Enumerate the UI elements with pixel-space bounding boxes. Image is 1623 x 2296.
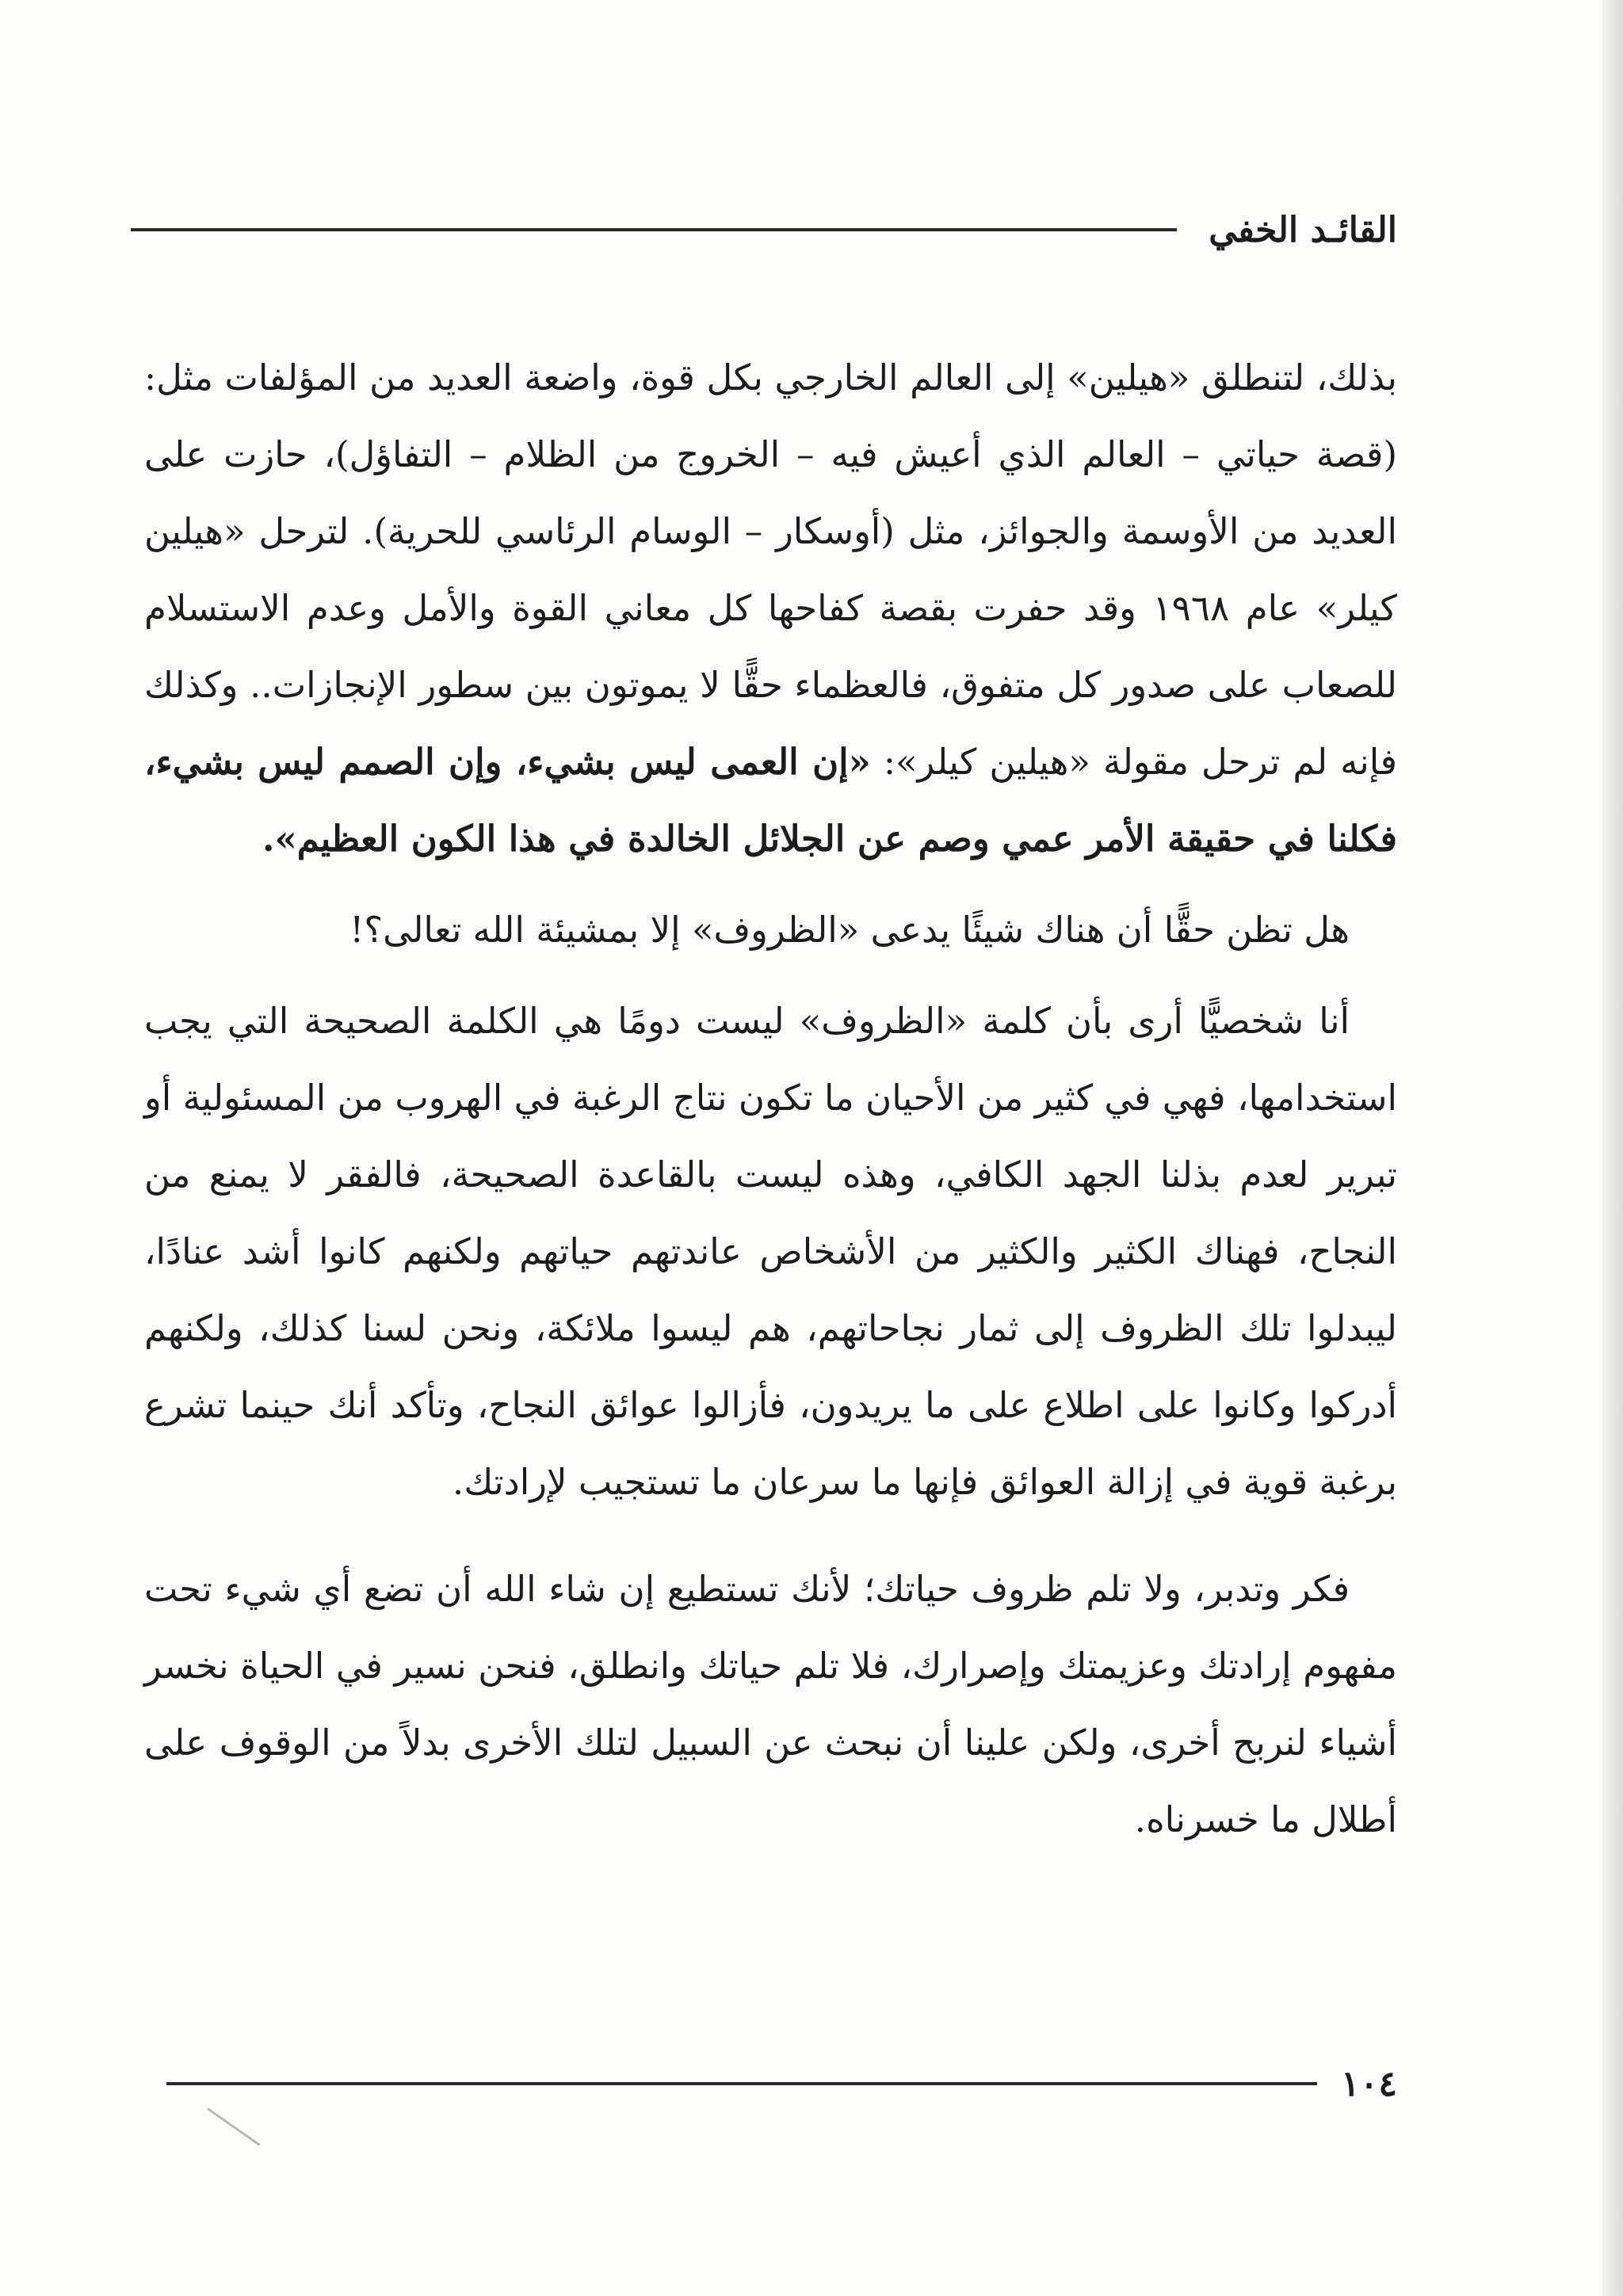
page-number: ١٠٤ — [1341, 2063, 1397, 2104]
paragraph-2: هل تظن حقًّا أن هناك شيئًا يدعى «الظروف» إلا بمشيئة الله تعالى؟! — [349, 909, 1350, 951]
paragraph-1 — [144, 339, 1397, 877]
page-header — [131, 202, 1397, 257]
paragraph-3: أنا شخصيًّا أرى بأن كلمة «الظروف» ليست دومًا هي الكلمة الصحيحة التي يجب استخدامها، فهي في كثير من الأحيان ما تكون نتاج الرغبة في الهروب من المسئولية أو تبرير لعدم بذلنا الجهد الكافي، وهذه ليست بالقاعدة الصحيحة، فالفقر لا يمنع من النجاح، فهناك الكثير والكثير من الأشخاص عاندتهم حياتهم ولكنهم كانوا أشد عنادًا، ليبدلوا تلك الظروف إلى ثمار نجاحاتهم، هم ليسوا ملائكة، ونحن لسنا كذلك، ولكنهم أدركوا وكانوا على اطلاع على ما يريدون، فأزالوا عوائق النجاح، وتأكد أنك حينما تشرع برغبة قوية في إزالة العوائق فإنها ما سرعان ما تستجيب لإرادتك. — [144, 1000, 1397, 1503]
page-edge-shadow — [1602, 0, 1623, 2296]
body-text — [144, 339, 1397, 1858]
paragraph-1-text: بذلك، لتنطلق «هيلين» إلى العالم الخارجي بكل قوة، واضعة العديد من المؤلفات مثل: (قصة حياتي – العالم الذي أعيش فيه – الخروج من الظلام – التفاؤل)، حازت على العديد من الأوسمة والجوائز، مثل (أوسكار – الوسام الرئاسي للحرية). لترحل «هيلين كيلر» عام ١٩٦٨ وقد حفرت بقصة كفاحها كل معاني القوة والأمل وعدم الاستسلام للصعاب على صدور كل متفوق، فالعظماء حقًّا لا يموتون بين سطور الإنجازات.. وكذلك فإنه لم ترحل مقولة «هيلين كيلر»: — [144, 357, 1397, 783]
scan-scratch-mark — [207, 2107, 260, 2145]
footer-rule — [166, 2082, 1317, 2085]
running-title: القائـد الخفي — [1209, 209, 1397, 250]
paragraph-4: فكر وتدبر، ولا تلم ظروف حياتك؛ لأنك تستطيع إن شاء الله أن تضع أي شيء تحت مفهوم إرادتك وعزيمتك وإصرارك، فلا تلم حياتك وانطلق، فنحن نسير في الحياة نخسر أشياء لنربح أخرى، ولكن علينا أن نبحث عن السبيل لتلك الأخرى بدلاً من الوقوف على أطلال ما خسرناه. — [144, 1568, 1397, 1840]
page-footer — [166, 2056, 1397, 2111]
keller-quote: «إن العمى ليس بشيء، وإن الصمم ليس بشيء، فكلنا في حقيقة الأمر عمي وصم عن الجلائل الخالدة في هذا الكون العظيم». — [144, 741, 1397, 860]
header-rule — [131, 228, 1177, 231]
